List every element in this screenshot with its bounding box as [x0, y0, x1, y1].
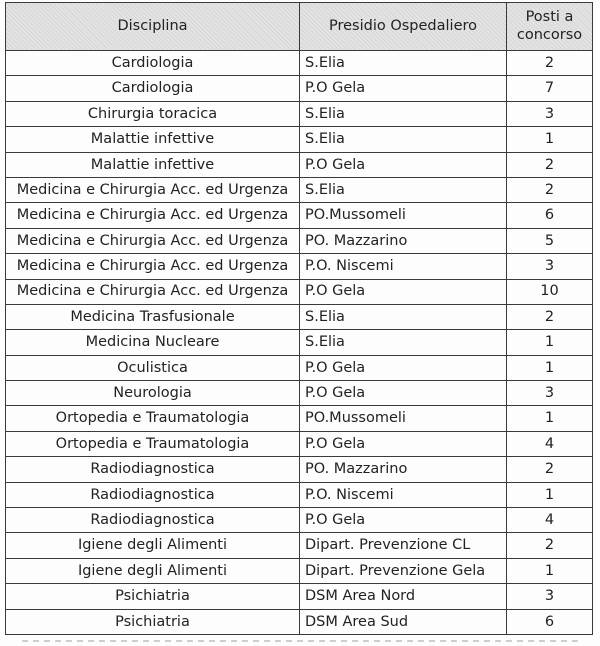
table-row [6, 609, 593, 634]
cell-disciplina: Radiodiagnostica [6, 457, 300, 482]
cell-presidio: S.Elia [300, 127, 507, 152]
cell-posti: 2 [507, 177, 593, 202]
cell-posti: 5 [507, 228, 593, 253]
cell-disciplina: Cardiologia [6, 76, 300, 101]
cell-posti: 4 [507, 431, 593, 456]
cell-posti: 3 [507, 584, 593, 609]
cell-disciplina: Cardiologia [6, 51, 300, 76]
cell-disciplina: Medicina e Chirurgia Acc. ed Urgenza [6, 228, 300, 253]
cell-disciplina: Oculistica [6, 355, 300, 380]
cell-presidio: Dipart. Prevenzione Gela [300, 558, 507, 583]
cell-presidio: S.Elia [300, 177, 507, 202]
cell-disciplina: Malattie infettive [6, 152, 300, 177]
cell-posti: 1 [507, 330, 593, 355]
table-row [6, 457, 593, 482]
header-row [6, 3, 593, 51]
cell-presidio: P.O Gela [300, 279, 507, 304]
table-row [6, 533, 593, 558]
cell-presidio: DSM Area Nord [300, 584, 507, 609]
header-disciplina: Disciplina [6, 3, 300, 51]
table-row [6, 431, 593, 456]
table-row [6, 228, 593, 253]
cell-presidio: PO.Mussomeli [300, 406, 507, 431]
table-body [6, 51, 593, 635]
cell-presidio: P.O Gela [300, 152, 507, 177]
cell-presidio: P.O Gela [300, 355, 507, 380]
cell-disciplina: Radiodiagnostica [6, 482, 300, 507]
table-row [6, 584, 593, 609]
cell-posti: 2 [507, 533, 593, 558]
header-posti-line2: concorso [516, 26, 583, 43]
table-row [6, 152, 593, 177]
table-row [6, 558, 593, 583]
header-posti-line1: Posti a [525, 9, 574, 26]
cell-disciplina: Neurologia [6, 381, 300, 406]
cell-disciplina: Igiene degli Alimenti [6, 533, 300, 558]
table-row [6, 508, 593, 533]
table-row [6, 381, 593, 406]
table-row [6, 254, 593, 279]
cell-presidio: P.O. Niscemi [300, 254, 507, 279]
table-row [6, 279, 593, 304]
cell-posti: 4 [507, 508, 593, 533]
cell-presidio: S.Elia [300, 101, 507, 126]
cell-posti: 2 [507, 51, 593, 76]
cell-disciplina: Medicina e Chirurgia Acc. ed Urgenza [6, 254, 300, 279]
cell-disciplina: Medicina Trasfusionale [6, 304, 300, 329]
cell-presidio: PO. Mazzarino [300, 457, 507, 482]
cell-posti: 2 [507, 152, 593, 177]
cell-presidio: PO.Mussomeli [300, 203, 507, 228]
cell-disciplina: Medicina e Chirurgia Acc. ed Urgenza [6, 203, 300, 228]
table-row [6, 355, 593, 380]
faint-text-line [22, 640, 582, 642]
cell-posti: 1 [507, 355, 593, 380]
cell-posti: 1 [507, 558, 593, 583]
cell-presidio: P.O Gela [300, 76, 507, 101]
table-row [6, 177, 593, 202]
cell-presidio: P.O Gela [300, 508, 507, 533]
cell-presidio: DSM Area Sud [300, 609, 507, 634]
cell-posti: 7 [507, 76, 593, 101]
cell-posti: 3 [507, 101, 593, 126]
cell-posti: 3 [507, 254, 593, 279]
table-row [6, 406, 593, 431]
cell-posti: 1 [507, 127, 593, 152]
cell-presidio: S.Elia [300, 330, 507, 355]
cell-disciplina: Malattie infettive [6, 127, 300, 152]
cell-posti: 3 [507, 381, 593, 406]
cell-presidio: P.O Gela [300, 381, 507, 406]
cell-disciplina: Ortopedia e Traumatologia [6, 406, 300, 431]
table-row [6, 51, 593, 76]
table-header [6, 3, 593, 51]
header-presidio: Presidio Ospedaliero [300, 3, 507, 51]
posts-table [5, 2, 593, 635]
cell-disciplina: Igiene degli Alimenti [6, 558, 300, 583]
table-row [6, 203, 593, 228]
cell-presidio: S.Elia [300, 51, 507, 76]
cell-presidio: S.Elia [300, 304, 507, 329]
header-posti [507, 3, 593, 51]
cell-posti: 2 [507, 304, 593, 329]
cell-presidio: P.O. Niscemi [300, 482, 507, 507]
cell-disciplina: Medicina Nucleare [6, 330, 300, 355]
cell-posti: 2 [507, 457, 593, 482]
cell-presidio: PO. Mazzarino [300, 228, 507, 253]
cell-posti: 1 [507, 482, 593, 507]
cell-posti: 1 [507, 406, 593, 431]
cell-disciplina: Ortopedia e Traumatologia [6, 431, 300, 456]
table-row [6, 101, 593, 126]
cell-posti: 6 [507, 609, 593, 634]
table-row [6, 304, 593, 329]
table-row [6, 330, 593, 355]
cell-posti: 10 [507, 279, 593, 304]
table-row [6, 76, 593, 101]
cell-disciplina: Psichiatria [6, 584, 300, 609]
cell-disciplina: Medicina e Chirurgia Acc. ed Urgenza [6, 177, 300, 202]
table-row [6, 482, 593, 507]
cell-presidio: P.O Gela [300, 431, 507, 456]
cell-disciplina: Chirurgia toracica [6, 101, 300, 126]
cell-presidio: Dipart. Prevenzione CL [300, 533, 507, 558]
cell-posti: 6 [507, 203, 593, 228]
table-row [6, 127, 593, 152]
cell-disciplina: Radiodiagnostica [6, 508, 300, 533]
cell-disciplina: Medicina e Chirurgia Acc. ed Urgenza [6, 279, 300, 304]
cell-disciplina: Psichiatria [6, 609, 300, 634]
